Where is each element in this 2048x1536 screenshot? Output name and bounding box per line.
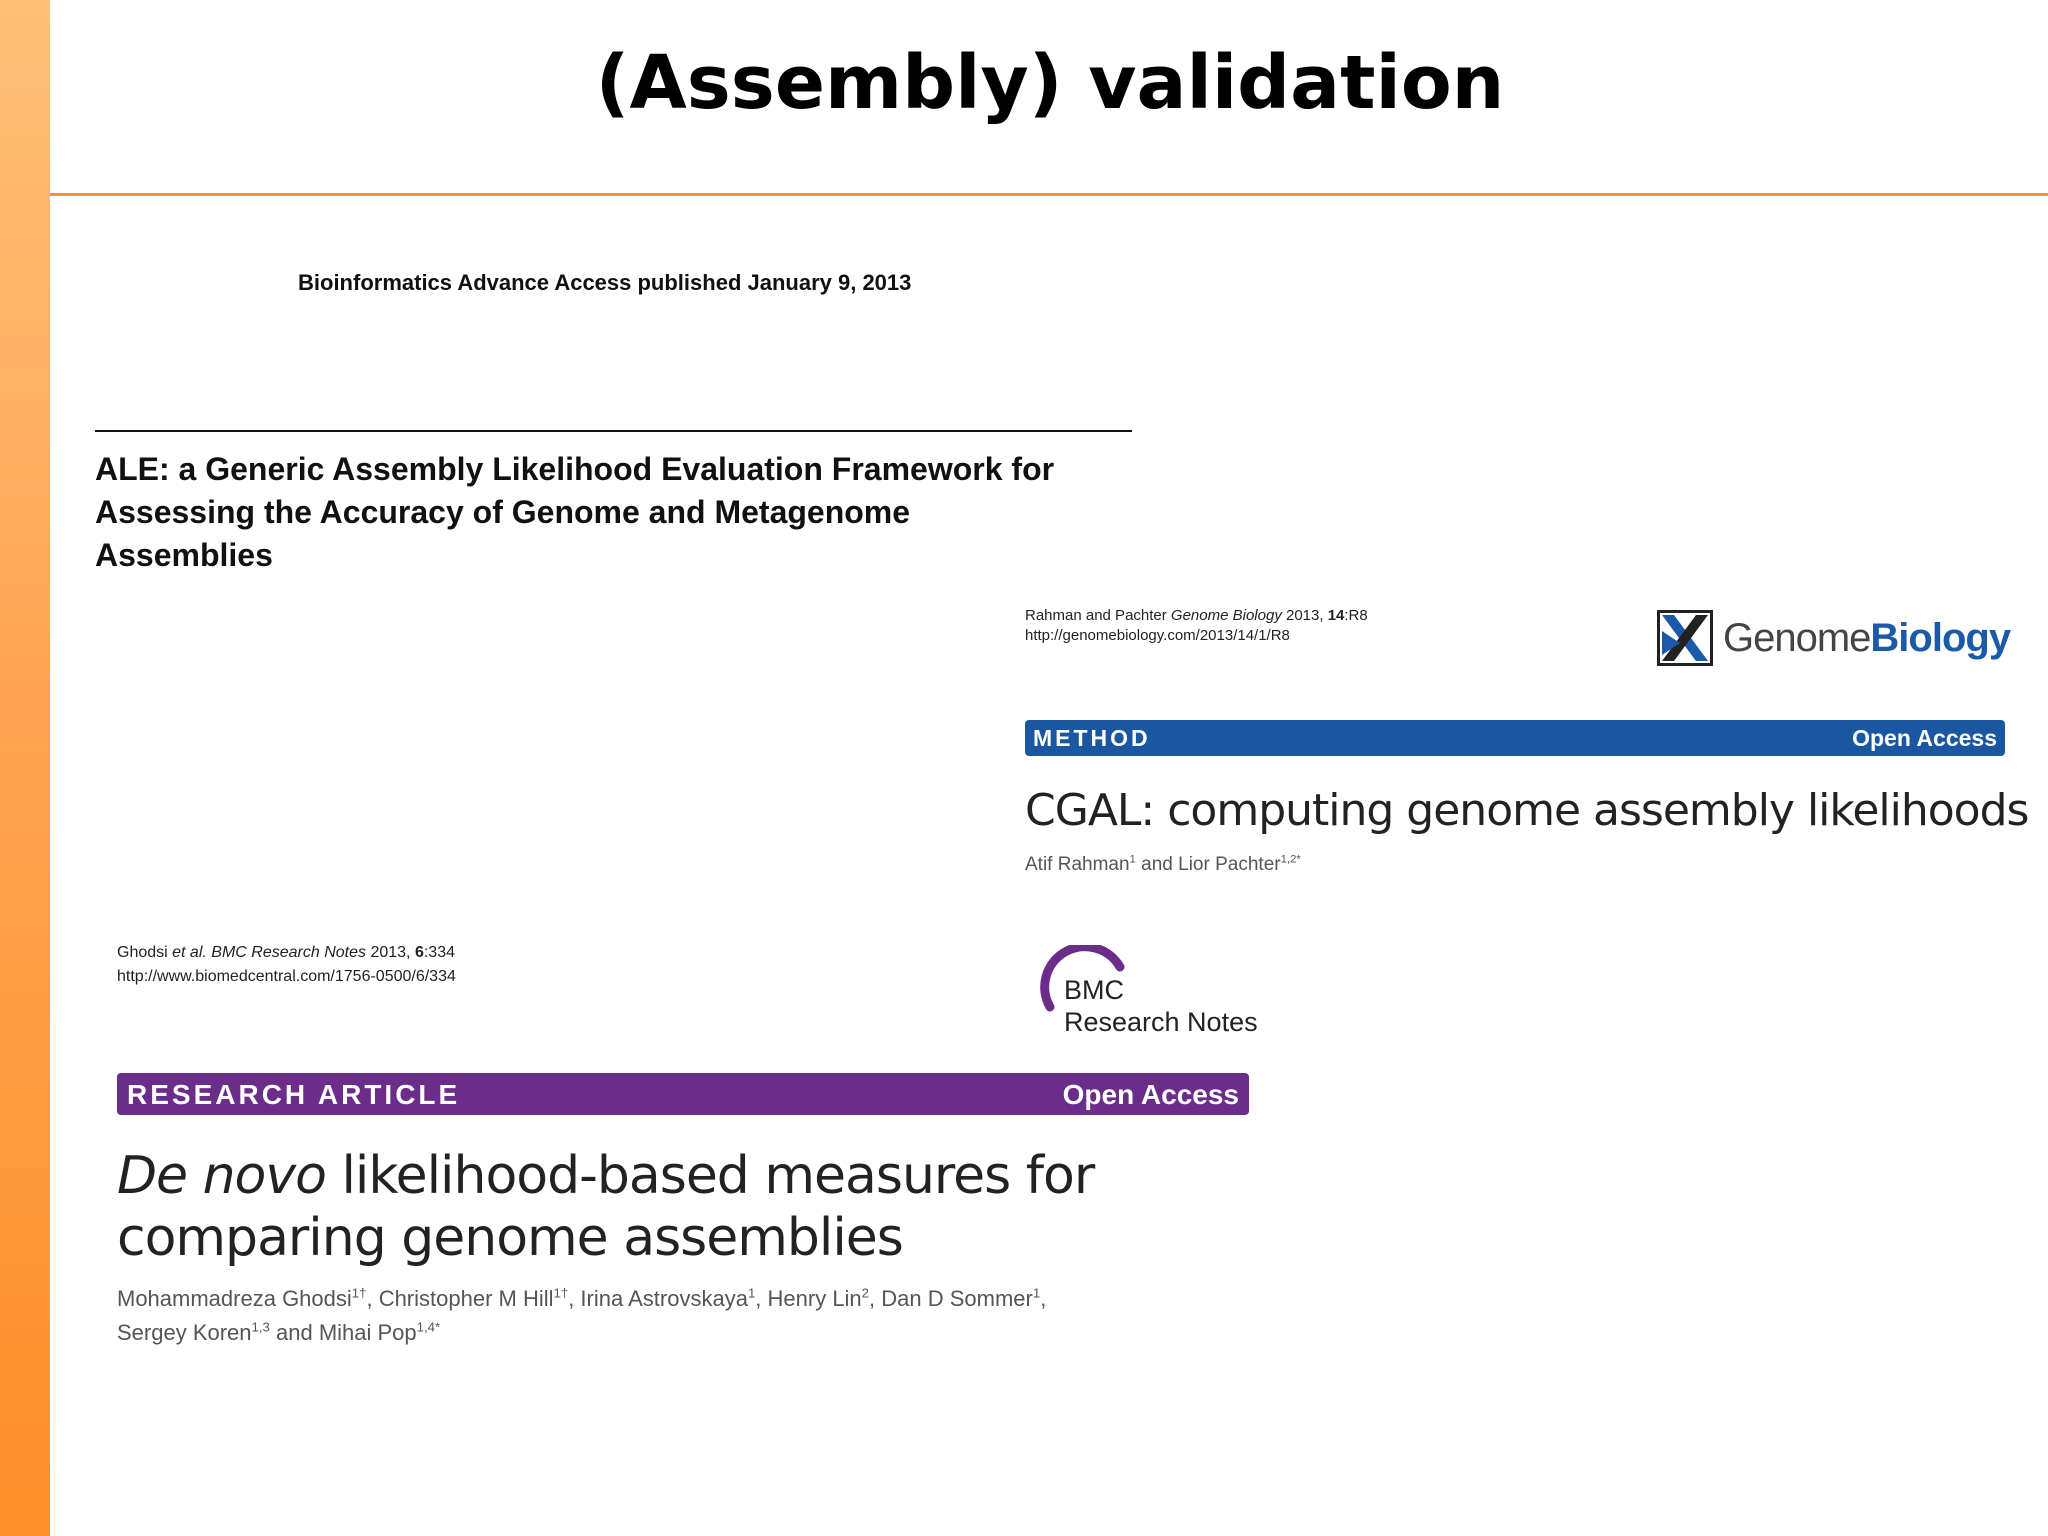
bmc-citation-line1 — [117, 941, 456, 965]
genome-word: Genome — [1723, 616, 1871, 660]
orange-sidebar — [0, 0, 50, 1536]
genome-biology-x-icon — [1657, 610, 1713, 666]
bmc-author-name: Christopher M Hill — [378, 1286, 554, 1311]
bmc-title-italic: De novo — [117, 1146, 326, 1206]
bmc-research-notes-logo — [1040, 945, 1270, 1045]
bmc-cite-volume: 6 — [414, 944, 424, 961]
bmc-author-name: Sergey Koren — [117, 1320, 252, 1345]
bmc-logo-line1: BMC — [1064, 975, 1124, 1005]
cgal-author-2: and Lior Pachter — [1135, 854, 1281, 875]
bmc-author-affil: 1,3 — [251, 1319, 270, 1335]
bmc-author-name: Dan D Sommer — [881, 1286, 1033, 1311]
research-article-banner — [117, 1073, 1249, 1115]
bmc-author-name: Henry Lin — [767, 1286, 862, 1311]
bmc-cite-article: :334 — [423, 944, 455, 961]
bmc-authors — [117, 1282, 1217, 1350]
cgal-cite-year: 2013, — [1281, 607, 1328, 624]
bmc-logo-line2: Research Notes — [1064, 1007, 1258, 1037]
bmc-author-name: Mohammadreza Ghodsi — [117, 1286, 352, 1311]
genome-biology-logo — [1657, 606, 2011, 670]
bmc-author-separator: , — [755, 1286, 768, 1311]
research-article-label: RESEARCH ARTICLE — [127, 1079, 461, 1110]
bmc-citation-url: http://www.biomedcentral.com/1756-0500/6/334 — [117, 968, 456, 985]
method-banner — [1025, 720, 2005, 756]
title-divider — [50, 193, 2048, 196]
cgal-cite-authors: Rahman and Pachter — [1025, 607, 1171, 624]
ale-journal-header: Bioinformatics Advance Access published January 9, 2013 — [298, 270, 912, 295]
bmc-author-separator: and — [269, 1320, 319, 1345]
cgal-author-1: Atif Rahman — [1025, 854, 1130, 875]
cgal-author-2-affil: 1,2* — [1280, 853, 1301, 866]
bmc-author-affil: 1 — [1032, 1285, 1041, 1301]
biology-word: Biology — [1870, 616, 2011, 660]
bmc-author-separator: , — [869, 1286, 882, 1311]
bmc-paper-title — [117, 1145, 1217, 1269]
cgal-open-access-label: Open Access — [1852, 725, 1997, 751]
cgal-author-1-affil: 1 — [1129, 853, 1136, 866]
bmc-author-affil: 1† — [553, 1285, 569, 1301]
cgal-paper-title: CGAL: computing genome assembly likelihoods — [1025, 785, 2029, 836]
bmc-open-access-label: Open Access — [1062, 1079, 1239, 1110]
bmc-cite-etal: et al. — [172, 944, 207, 961]
bmc-author-affil: 1,4* — [416, 1319, 441, 1335]
bmc-author-name: Mihai Pop — [318, 1320, 417, 1345]
ale-paper-title: ALE: a Generic Assembly Likelihood Evaluation Framework for Assessing the Accuracy of Genome and Metagenome Assemblies — [95, 451, 1055, 573]
bmc-cite-year: 2013, — [366, 944, 415, 961]
bmc-title-rest: likelihood-based measures for comparing genome assemblies — [117, 1146, 1095, 1268]
slide-title: (Assembly) validation — [595, 40, 1505, 126]
bmc-cite-author: Ghodsi — [117, 944, 173, 961]
method-label: METHOD — [1033, 725, 1151, 751]
cgal-cite-journal: Genome Biology — [1170, 607, 1282, 624]
bmc-author-separator: , — [366, 1286, 379, 1311]
bmc-cite-journal: BMC Research Notes — [206, 944, 366, 961]
cgal-authors — [1025, 854, 1301, 876]
ale-divider — [95, 430, 1132, 432]
cgal-cite-volume: 14 — [1327, 607, 1345, 624]
bmc-author-affil: 2 — [861, 1285, 870, 1301]
cgal-citation — [1025, 606, 1368, 646]
bmc-citation — [117, 941, 456, 989]
cgal-citation-line1 — [1025, 606, 1368, 626]
bmc-author-separator: , — [568, 1286, 581, 1311]
bmc-author-separator: , — [1040, 1286, 1047, 1311]
bmc-author-affil: 1† — [351, 1285, 367, 1301]
bmc-author-affil: 1 — [747, 1285, 756, 1301]
cgal-cite-article: :R8 — [1344, 607, 1368, 624]
genome-biology-wordmark — [1723, 616, 2010, 661]
cgal-citation-url: http://genomebiology.com/2013/14/1/R8 — [1025, 627, 1290, 644]
bmc-author-name: Irina Astrovskaya — [580, 1286, 748, 1311]
